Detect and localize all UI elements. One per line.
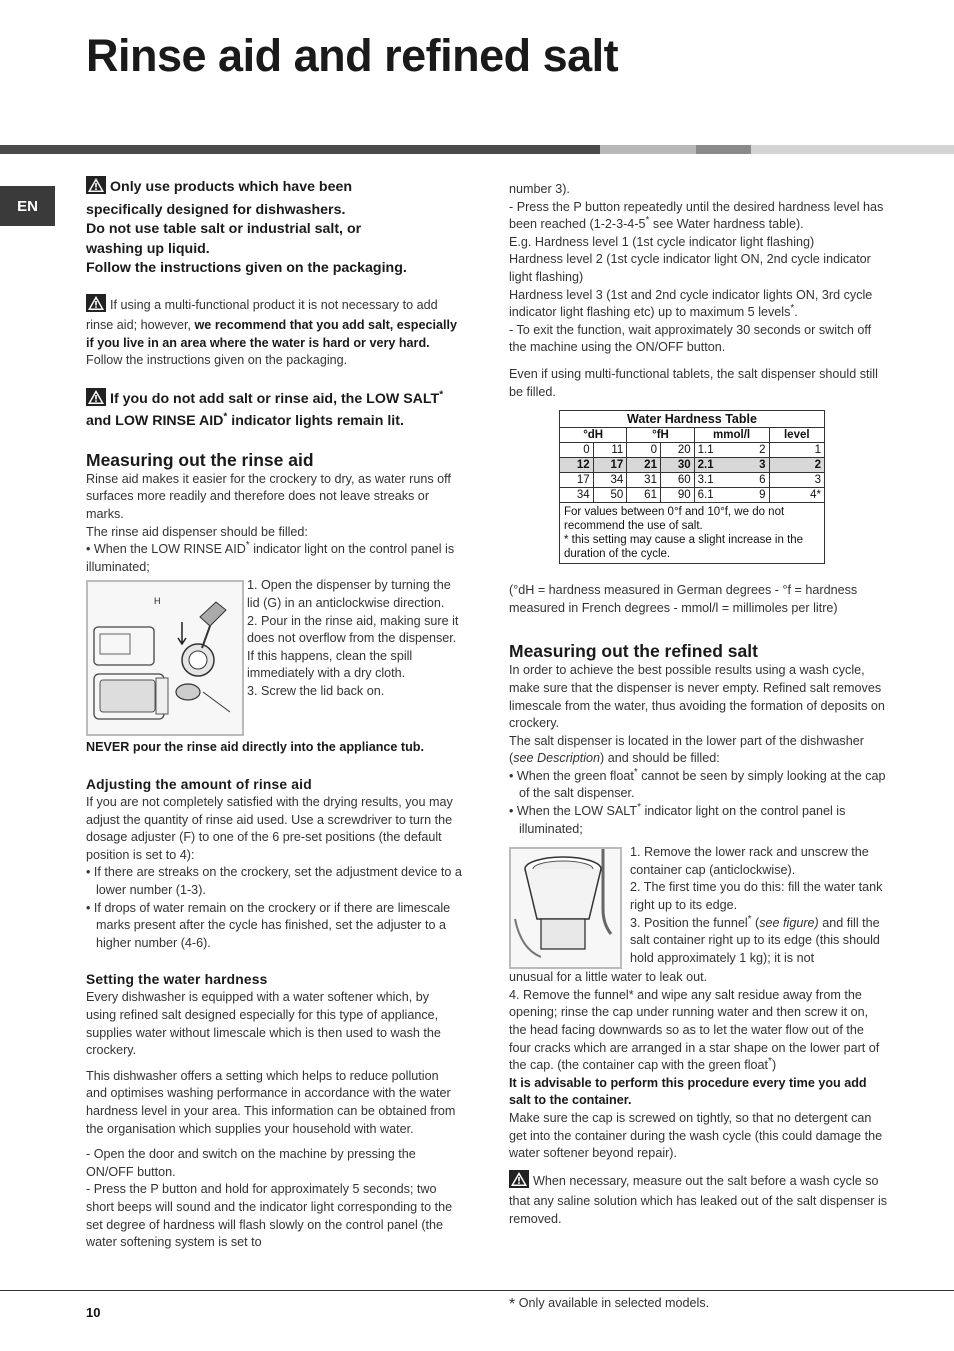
heading-water-hardness: Setting the water hardness: [86, 972, 268, 988]
rinse-step-2: 2. Pour in the rinse aid, making sure it does not overflow from the dispenser. If this happens, clean the spill immediately with a dry cloth.: [247, 613, 459, 681]
footnote: * Only available in selected models.: [509, 1296, 710, 1313]
salt-bullet-2: • When the LOW SALT* indicator light on the control panel is illuminated;: [509, 801, 846, 836]
table-header: °dH: [560, 428, 627, 443]
salt-steps: [630, 844, 888, 967]
warning-products: Only use products which have been specifically designed for dishwashers. Do not use table salt or industrial salt, or washing up liquid. Follow the instructions given on the packaging.: [86, 176, 462, 279]
multifunctional-note: Even if using multi-functional tablets, the salt dispenser should still be filled.: [509, 366, 878, 399]
header-bar-mid: [696, 145, 751, 154]
salt-intro: In order to achieve the best possible results using a wash cycle, make sure that the dispenser is never empty. Refined salt removes limescale from the water, thus avoiding the formation of deposits on crockery.: [509, 663, 885, 731]
footer-divider: [0, 1290, 954, 1291]
warning-icon: [86, 294, 106, 318]
warning-indicator-lights: If you do not add salt or rinse aid, the LOW SALT* and LOW RINSE AID* indicator lights remain lit.: [86, 389, 444, 430]
salt-funnel-figure: [509, 847, 622, 969]
units-note: (°dH = hardness measured in German degrees - °f = hardness measured in French degrees - mmol/l = millimoles per litre): [509, 583, 858, 615]
rinse-fill-when: The rinse aid dispenser should be filled:: [86, 524, 308, 539]
hardness-example-3: Hardness level 3 (1st and 2nd cycle indicator lights ON, 3rd cycle indicator light flashing etc) up to maximum 5 levels*.: [509, 287, 873, 320]
warning-icon: [509, 1170, 529, 1194]
header-bar-dark: [0, 145, 600, 154]
table-row: 0 11 0 20 1.1 2 1: [560, 443, 825, 458]
table-header: level: [769, 428, 824, 443]
rinse-steps: [247, 577, 465, 700]
salt-step-3-cont: unusual for a little water to leak out.: [509, 970, 708, 985]
rinse-aid-dispenser-figure: [86, 580, 244, 736]
language-tab[interactable]: EN: [0, 186, 55, 226]
salt-bullet-1: • When the green float* cannot be seen by simply looking at the cap of the salt dispenser.: [509, 766, 886, 801]
salt-steps-block: [509, 846, 889, 972]
funnel-illustration-icon: [511, 849, 620, 967]
hardness-cont: number 3).: [509, 182, 570, 196]
salt-step-2: 2. The first time you do this: fill the water tank right up to its edge.: [630, 880, 883, 913]
warning-icon: [86, 388, 106, 413]
left-column: [86, 176, 462, 1252]
heading-rinse-aid: Measuring out the rinse aid: [86, 449, 314, 470]
salt-advice: It is advisable to perform this procedure every time you add salt to the container.: [509, 1075, 867, 1108]
header-bar-pale: [751, 145, 954, 154]
hardness-press-p: - Press the P button repeatedly until the desired hardness level has been reached (1-2-3-4-5* see Water hardness table).: [509, 199, 884, 232]
svg-text:H: H: [154, 596, 161, 607]
salt-step-3: 3. Position the funnel* (see figure) and fill the salt container right up to its edge (this should hold approximately 1 kg); it is not: [630, 913, 880, 965]
hardness-p3: - Open the door and switch on the machine by pressing the ON/OFF button.: [86, 1147, 416, 1179]
adjust-bullet-1: • If there are streaks on the crockery, set the adjustment device to a lower number (1-3).: [86, 865, 462, 897]
page-number: 10: [86, 1305, 101, 1320]
salt-warning: When necessary, measure out the salt before a wash cycle so that any saline solution which has leaked out of the salt dispenser is removed.: [509, 1170, 889, 1229]
table-row: 12 17 21 30 2.1 3 2: [560, 458, 825, 473]
salt-cap-note: Make sure the cap is screwed on tightly, so that no detergent can get into the container during the wash cycle (this could damage the water softener beyond repair).: [509, 1111, 883, 1161]
hardness-example-2: Hardness level 2 (1st cycle indicator light ON, 2nd cycle indicator light flashing): [509, 252, 871, 284]
table-row: 34 50 61 90 6.1 9 4*: [560, 488, 825, 503]
hardness-p2: This dishwasher offers a setting which helps to reduce pollution and optimises washing performance in accordance with the water hardness level in your area. This information can be obtained from the organisation which supplies your household with water.: [86, 1068, 456, 1136]
heading-refined-salt: Measuring out the refined salt: [509, 641, 758, 662]
table-row: 17 34 31 60 3.1 6 3: [560, 473, 825, 488]
table-header: mmol/l: [694, 428, 769, 443]
adjust-bullet-2: • If drops of water remain on the crockery or if there are limescale marks present after the cycle has finished, set the adjuster to a higher number (4-6).: [86, 900, 451, 950]
adjust-intro: If you are not completely satisfied with the drying results, you may adjust the quantity of rinse aid used. Use a screwdriver to turn the dosage adjuster (F) to one of the 6 pre-set positions (the default position is set to 4):: [86, 795, 453, 862]
rinse-step-1: 1. Open the dispenser by turning the lid (G) in an anticlockwise direction.: [247, 578, 451, 611]
hardness-exit: - To exit the function, wait approximately 30 seconds or switch off the machine using the ON/OFF button.: [509, 322, 872, 355]
rinse-intro: Rinse aid makes it easier for the crockery to dry, as water runs off surfaces more readily and therefore does not leave streaks or marks.: [86, 471, 451, 522]
dispenser-illustration-icon: [88, 582, 242, 734]
rinse-bullet: • When the LOW RINSE AID* indicator light on the control panel is illuminated;: [86, 540, 455, 574]
never-pour-warning: NEVER pour the rinse aid directly into the appliance tub.: [86, 740, 424, 755]
hardness-p4: - Press the P button and hold for approximately 5 seconds; two short beeps will sound and the indicator light corresponding to the set degree of hardness will flash slowly on the control panel (the water softening system is set to: [86, 1182, 453, 1250]
warning-multifunctional: If using a multi-functional product it is not necessary to add rinse aid; however, we recommend that you add salt, especially if you live in an area where the water is hard or very hard. Follow the instructions given on the packaging.: [86, 294, 462, 370]
header-bar-light: [600, 145, 696, 154]
heading-adjust-rinse: Adjusting the amount of rinse aid: [86, 777, 312, 793]
hardness-p1: Every dishwasher is equipped with a water softener which, by using refined salt designed especially for this type of appliance, supplies water without limescale which is then used to wash the crockery.: [86, 990, 441, 1058]
water-hardness-table: [559, 410, 825, 564]
right-column: [509, 181, 889, 1229]
page-title: Rinse aid and refined salt: [86, 30, 619, 81]
salt-step-1: 1. Remove the lower rack and unscrew the container cap (anticlockwise).: [630, 845, 869, 877]
warning-icon: [86, 176, 106, 201]
table-notes: For values between 0°f and 10°f, we do not recommend the use of salt. * this setting may cause a slight increase in the duration of the cycle.: [560, 503, 825, 564]
rinse-steps-block: [86, 580, 462, 740]
salt-location: The salt dispenser is located in the lower part of the dishwasher (see Description) and should be filled:: [509, 733, 864, 766]
table-header: °fH: [627, 428, 694, 443]
rinse-step-3: 3. Screw the lid back on.: [247, 684, 385, 698]
salt-step-4: 4. Remove the funnel* and wipe any salt residue away from the opening; rinse the cap under running water and then screw it on, the head facing downwards so as to let the water flow out of the four cracks which are arranged in a star shape on the lower part of the cap. (the container cap with the green float*): [509, 987, 880, 1073]
table-title: Water Hardness Table: [560, 411, 825, 428]
hardness-example-1: E.g. Hardness level 1 (1st cycle indicator light flashing): [509, 234, 815, 249]
